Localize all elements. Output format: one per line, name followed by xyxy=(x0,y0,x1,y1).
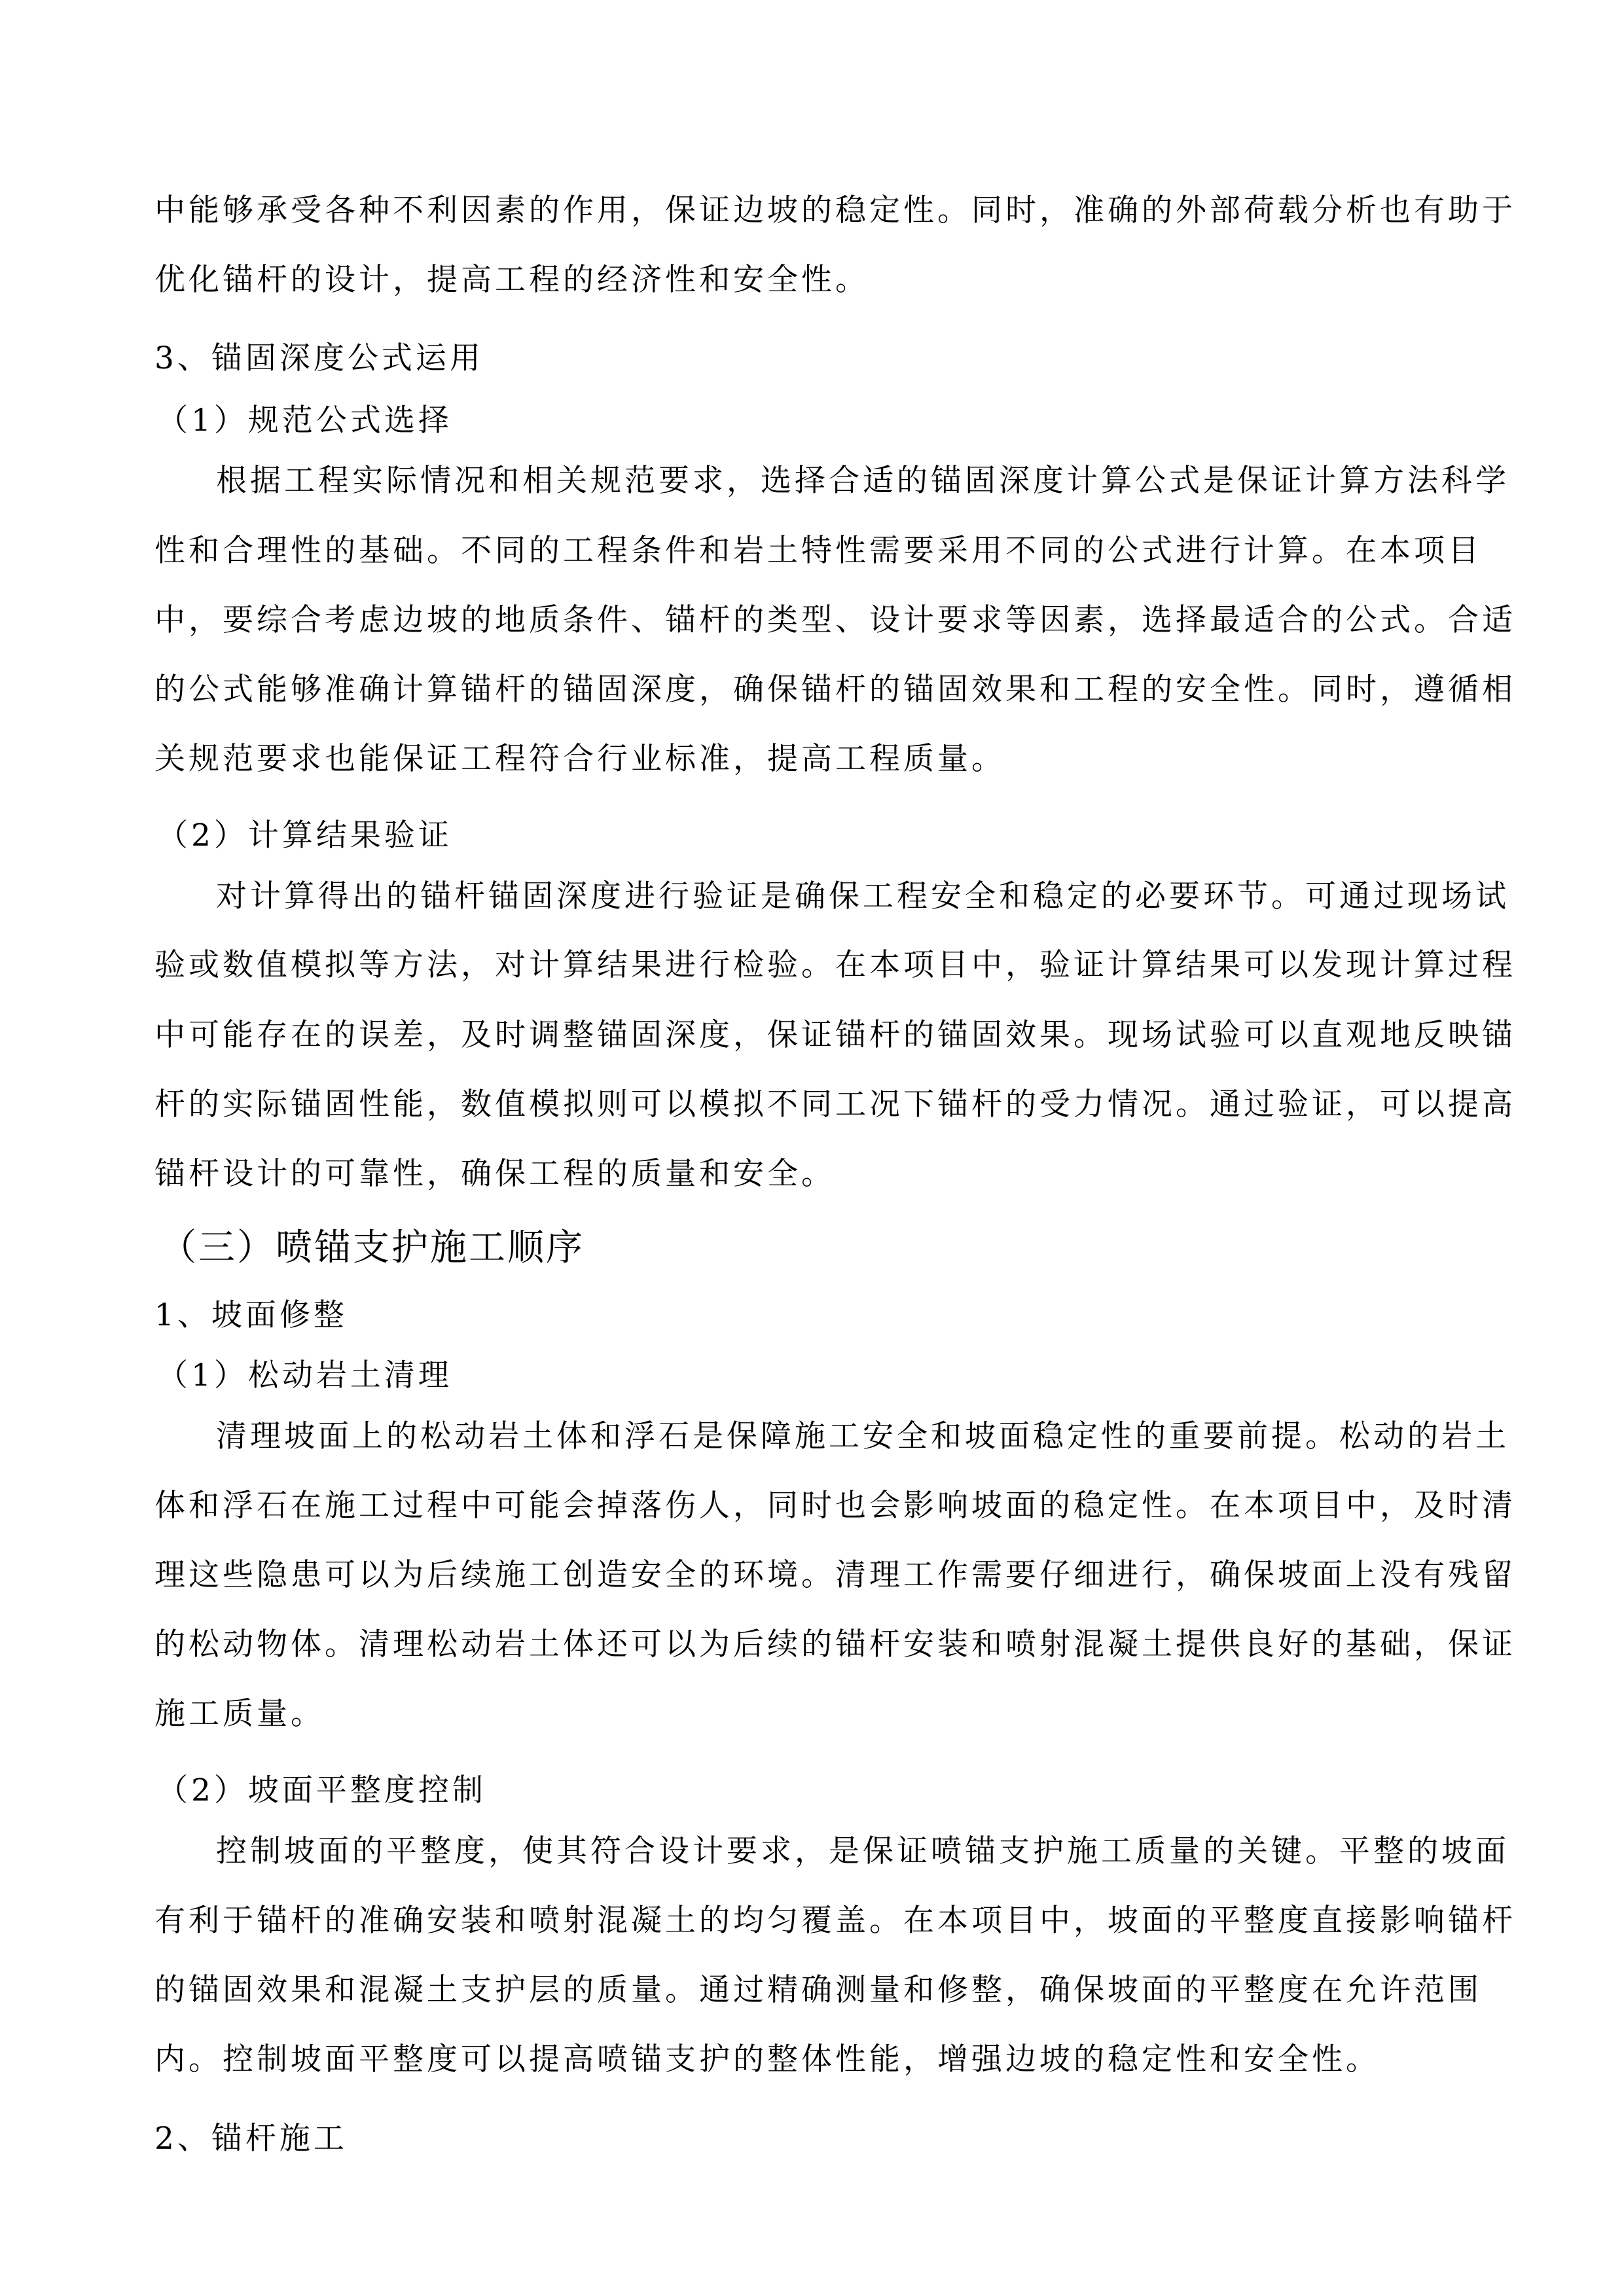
subheading-2-flatness: （2）坡面平整度控制 xyxy=(157,1772,486,1808)
subheading-1-slope-trim: 1、坡面修整 xyxy=(154,1297,348,1333)
paragraph-line: 根据工程实际情况和相关规范要求，选择合适的锚固深度计算公式是保证计算方法科学 xyxy=(216,463,1509,499)
subheading-1-formula-choice: （1）规范公式选择 xyxy=(157,403,452,439)
paragraph-line: 关规范要求也能保证工程符合行业标准，提高工程质量。 xyxy=(154,741,1005,777)
section-heading-3: （三）喷锚支护施工顺序 xyxy=(160,1227,585,1269)
paragraph-line: 锚杆设计的可靠性，确保工程的质量和安全。 xyxy=(154,1156,835,1192)
paragraph-line: 中，要综合考虑边坡的地质条件、锚杆的类型、设计要求等因素，选择最适合的公式。合适 xyxy=(154,602,1516,638)
paragraph-line: 控制坡面的平整度，使其符合设计要求，是保证喷锚支护施工质量的关键。平整的坡面 xyxy=(216,1833,1509,1869)
paragraph-line: 清理坡面上的松动岩土体和浮石是保障施工安全和坡面稳定性的重要前提。松动的岩土 xyxy=(216,1418,1509,1454)
paragraph-line: 体和浮石在施工过程中可能会掉落伤人，同时也会影响坡面的稳定性。在本项目中，及时清 xyxy=(154,1488,1516,1524)
paragraph-line: 理这些隐患可以为后续施工创造安全的环境。清理工作需要仔细进行，确保坡面上没有残留 xyxy=(154,1557,1516,1593)
paragraph-line: 内。控制坡面平整度可以提高喷锚支护的整体性能，增强边坡的稳定性和安全性。 xyxy=(154,2041,1380,2077)
paragraph-line: 验或数值模拟等方法，对计算结果进行检验。在本项目中，验证计算结果可以发现计算过程 xyxy=(154,947,1516,983)
paragraph-line: 的公式能够准确计算锚杆的锚固深度，确保锚杆的锚固效果和工程的安全性。同时，遵循相 xyxy=(154,672,1516,708)
paragraph-line: 对计算得出的锚杆锚固深度进行验证是确保工程安全和稳定的必要环节。可通过现场试 xyxy=(216,878,1509,914)
paragraph-line: 施工质量。 xyxy=(154,1696,325,1732)
subheading-2-result-verify: （2）计算结果验证 xyxy=(157,817,452,853)
paragraph-line: 中可能存在的误差，及时调整锚固深度，保证锚杆的锚固效果。现场试验可以直观地反映锚 xyxy=(154,1017,1516,1053)
subheading-3: 3、锚固深度公式运用 xyxy=(154,340,484,376)
paragraph-line: 杆的实际锚固性能，数值模拟则可以模拟不同工况下锚杆的受力情况。通过验证，可以提高 xyxy=(154,1086,1516,1122)
paragraph-line: 的锚固效果和混凝土支护层的质量。通过精确测量和修整，确保坡面的平整度在允许范围 xyxy=(154,1972,1482,2008)
paragraph-line: 有利于锚杆的准确安装和喷射混凝土的均匀覆盖。在本项目中，坡面的平整度直接影响锚杆 xyxy=(154,1903,1516,1939)
paragraph-line: 中能够承受各种不利因素的作用，保证边坡的稳定性。同时，准确的外部荷载分析也有助于 xyxy=(154,192,1516,228)
paragraph-line: 性和合理性的基础。不同的工程条件和岩土特性需要采用不同的公式进行计算。在本项目 xyxy=(154,533,1482,569)
paragraph-line: 优化锚杆的设计，提高工程的经济性和安全性。 xyxy=(154,262,869,298)
subheading-1-loose-soil: （1）松动岩土清理 xyxy=(157,1357,452,1393)
subheading-2-anchor-construction: 2、锚杆施工 xyxy=(154,2121,348,2157)
paragraph-line: 的松动物体。清理松动岩土体还可以为后续的锚杆安装和喷射混凝土提供良好的基础，保证 xyxy=(154,1626,1516,1662)
